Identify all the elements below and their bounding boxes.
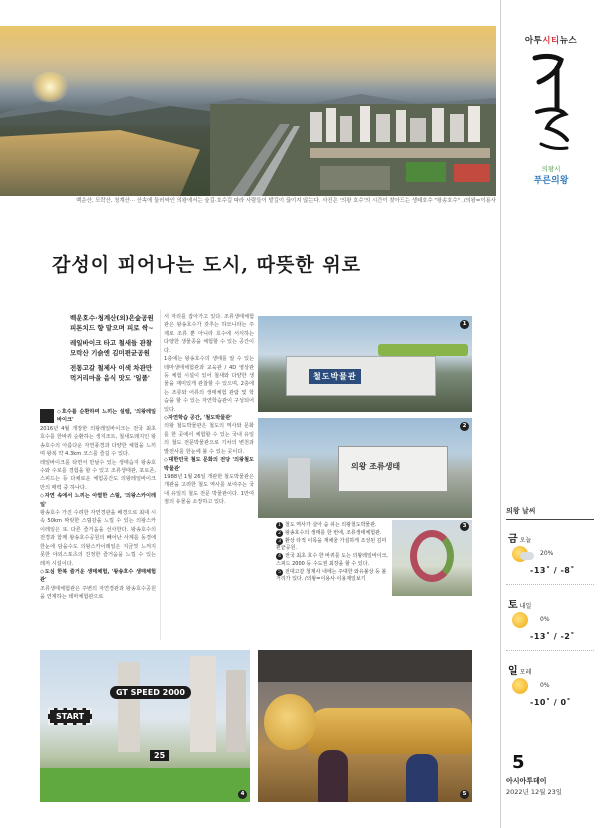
buddha-head [264, 694, 316, 750]
center-sign: 의왕 조류생태 [351, 462, 401, 471]
photo-badge-4: 4 [238, 790, 247, 799]
train [378, 344, 468, 356]
weather-day-3-temp: -10˚ / 0˚ [530, 698, 572, 707]
hero-caption: 백운산, 모락산, 청계산··· 산속에 둘러싸인 의왕에서는 숲길·호수길 따라 사람들이 발길이 끊이지 않는다. 사진은 '의왕 호수'의 시간이 찾아드는 생태호수 "왕송호수". /의왕=이용사 [76, 198, 496, 204]
lead-1: ◇호수를 순환하며 느끼는 설렘, '의왕레일바이크' [57, 409, 156, 424]
headline: 감성이 피어나는 도시, 따뜻한 위로 [52, 254, 362, 276]
paragraph-5: 서 자리를 잡아가고 있다. 조류생태체험관은 왕송호수가 갖추는 하모니라는 주제로 조류 뿐 아니라 호수에 서식하는 다양한 생물종을 체험할 수 있는 공간이다. [164, 314, 254, 354]
caption-num-2: 2 [276, 530, 283, 537]
weather-day-1-pct: 20% [540, 550, 554, 557]
paragraph-2: 레일바이크를 타면서 만날수 있는 생태습지 왕송호수와 수로를 경험을 할 수 있고 조류생태관, 포토존, 스피드는 등 다채로운 체험공간도 의왕레일바이크만의 매력 중 하나다. [40, 459, 156, 491]
paper-date: 2022년 12월 23일 [506, 788, 563, 796]
paragraph-6: 1층에는 왕송호수의 생태를 알 수 있는 테마생태체험관과 교육관 / 4D 영상관 등 체험 시설이 있어 철새와 다양한 생물을 재미있게 관찰할 수 있으며, 2층에는 조류와 어류의 생태체험 관람 및 학습을 할 수 있는 자연학습관이 구성되어 있다. [164, 356, 254, 413]
caption-2: 왕송호수의 생태를 한 번에, 조류생태체험관. [285, 529, 382, 536]
weather-day-1-sub: 오늘 [519, 537, 532, 544]
photo-rail-bike [40, 650, 250, 802]
subhead-5: 전통고갈 철제사 이색 차관만 [70, 364, 153, 373]
weather-day-1 [506, 530, 594, 590]
photo-captions [276, 522, 388, 584]
weather-day-2 [506, 596, 594, 656]
caption-1: 철도 역사가 살아 숨 쉬는 의왕철도박물관. [285, 522, 377, 528]
sun-icon [512, 678, 528, 694]
paragraph-4: 조류생태체험관은 주변의 자연경관과 왕송호수공원을 연계하는 테마체험관으로 [40, 585, 156, 601]
caption-num-5: 5 [276, 569, 283, 576]
caption-num-1: 1 [276, 522, 283, 529]
city-logo [501, 164, 600, 186]
photo-badge-5: 5 [460, 790, 469, 799]
visitor-2 [406, 754, 438, 802]
weather-title: 의왕 날씨 [506, 506, 594, 520]
cloud-icon [520, 552, 534, 560]
lead-2: ◇자연 속에서 느끼는 아찔한 스릴, '의왕스카이레일' [40, 493, 156, 508]
caption-num-4: 4 [276, 553, 283, 560]
lead-5: ◇대한민국 철도 문화의 전당 '의왕철도박물관' [164, 457, 254, 472]
museum-sign: 철도박물관 [309, 369, 361, 384]
rail-brand-a: 아투 [524, 36, 543, 46]
gt-sign: GT SPEED 2000 [110, 686, 191, 699]
weather-day-2-label: 토 [508, 600, 518, 611]
weather-day-3-sub: 모레 [519, 669, 532, 676]
paper-name: 아시아투데이 [506, 777, 547, 785]
paragraph-8: 1988년 1월 26일 개관한 철도박물관은 개관을 고려한 철도 역사를 보여주는 국내 유일의 철도 전문 박물관이다. 1만여 점의 유물을 소장하고 있다. [164, 474, 254, 506]
photo-reclining-buddha [258, 650, 472, 802]
lead-4: ◇자연학습 공간, '철도박물관' [164, 415, 232, 422]
track-number: 25 [150, 750, 169, 761]
weather-day-2-pct: 0% [540, 616, 550, 623]
photo-eco-center [258, 418, 472, 518]
subhead-1: 백운호수·청계산(외)은숲공원 [70, 314, 154, 322]
sun-icon [512, 612, 528, 628]
subhead-2: 피톤치드 향 맡으며 피로 싹~ [70, 324, 154, 333]
rail-brand-b: 뉴스 [559, 36, 578, 46]
photo-badge-1: 1 [460, 320, 469, 329]
start-sign: START [48, 708, 92, 725]
photo-badge-2: 2 [460, 422, 469, 431]
paragraph-7: 의왕 철도박물관은 철도의 역사와 문화를 한 곳에서 체험할 수 있는 국내 유일의 철도 전문박물관으로 기차의 변천과 발전사를 한눈에 볼 수 있는 곳이다. [164, 423, 254, 455]
dropcap-mark [40, 409, 54, 423]
subhead-4: 모락산 기슭엔 김미편균공원 [70, 349, 150, 358]
center-building [338, 446, 448, 492]
apartment-3 [226, 670, 246, 752]
weather-day-1-label: 금 [508, 534, 518, 545]
photo-badge-3: 3 [460, 522, 469, 531]
tower [288, 458, 310, 498]
lake [0, 130, 200, 196]
photo-railway-museum [258, 316, 472, 412]
city-logo-line1: 의왕시 [541, 165, 561, 173]
city-logo-line2: 푸른의왕 [533, 176, 569, 186]
caption-3: 환상 타적 이목을 재채울 가설하게 조성된 김미편균공원. [276, 537, 387, 552]
paragraph-1: 2016년 4월 개장한 의왕레일바이크는 전국 최초 호수를 한바퀴 순환하는 생지조트, 철새도래지인 왕송호수의 아름다운 자연풍경과 다양한 체험을 느끼며 왕복 약 4.3km 코스를 즐길 수 있다. [40, 425, 156, 458]
hero-photo [0, 26, 496, 196]
weather-day-1-temp: -13˚ / -8˚ [530, 566, 575, 575]
moon-ring [410, 530, 454, 582]
column-rule [160, 310, 161, 640]
subhead-3: 레일바이크 타고 철새들 관찰 [70, 339, 153, 348]
apartment-1 [118, 662, 140, 752]
buddha-body [308, 708, 472, 754]
subheads [70, 313, 156, 383]
subhead-6: 먹거리마을 음식 맛도 '일품' [70, 374, 150, 383]
weather-day-3-pct: 0% [540, 682, 550, 689]
photo-moon-sculpture [392, 520, 472, 596]
caption-5: 전대고갈 청제사 내에는 주대한 와유불상 등 볼 거리가 있다. /의왕=이용사·이용제일보기 [276, 568, 387, 583]
lead-3: ◇도심 한복 즐거운 생태체험, '왕송호수 생태체험관' [40, 569, 156, 584]
article-column-2 [164, 313, 254, 633]
weather-day-2-sub: 내일 [519, 603, 532, 610]
city-skyline [210, 104, 496, 196]
paragraph-3: 왕송호수 가진 수려한 자연경관을 배경으로 최대 시속 50km 짜릿한 스릴감을 느낄 수 있는 의왕스카이레일은 또 다른 즐거움을 선사한다. 왕송호수의 전경과 함께 왕송호수공원의 빼어난 사계를 동경에 한눈에 담을수도 의왕스카이레일은 지금껏 느껴지 못한 야외스포츠의 진정한 즐거움을 느낄 수 있는 레저 시설이다. [40, 510, 156, 567]
calligraphy-mark [527, 48, 575, 158]
weather-day-3-label: 일 [508, 666, 518, 677]
rail-brand-accent: 시티 [542, 36, 560, 46]
visitor-1 [318, 750, 348, 802]
caption-num-3: 3 [276, 538, 283, 545]
caption-4: 전국 최초 호수 한 바퀴를 도는 의왕레일바이크, 스피드 2000 등 수도권 최장을 할 수 있다. [276, 553, 388, 567]
weather-day-3 [506, 662, 594, 722]
museum-building [286, 356, 436, 396]
page-number: 5 [512, 752, 525, 773]
weather-day-2-temp: -13˚ / -2˚ [530, 632, 575, 641]
rail-brand [501, 34, 600, 46]
grass [40, 768, 250, 802]
apartment-2 [190, 656, 216, 752]
temple-roof [258, 650, 472, 682]
